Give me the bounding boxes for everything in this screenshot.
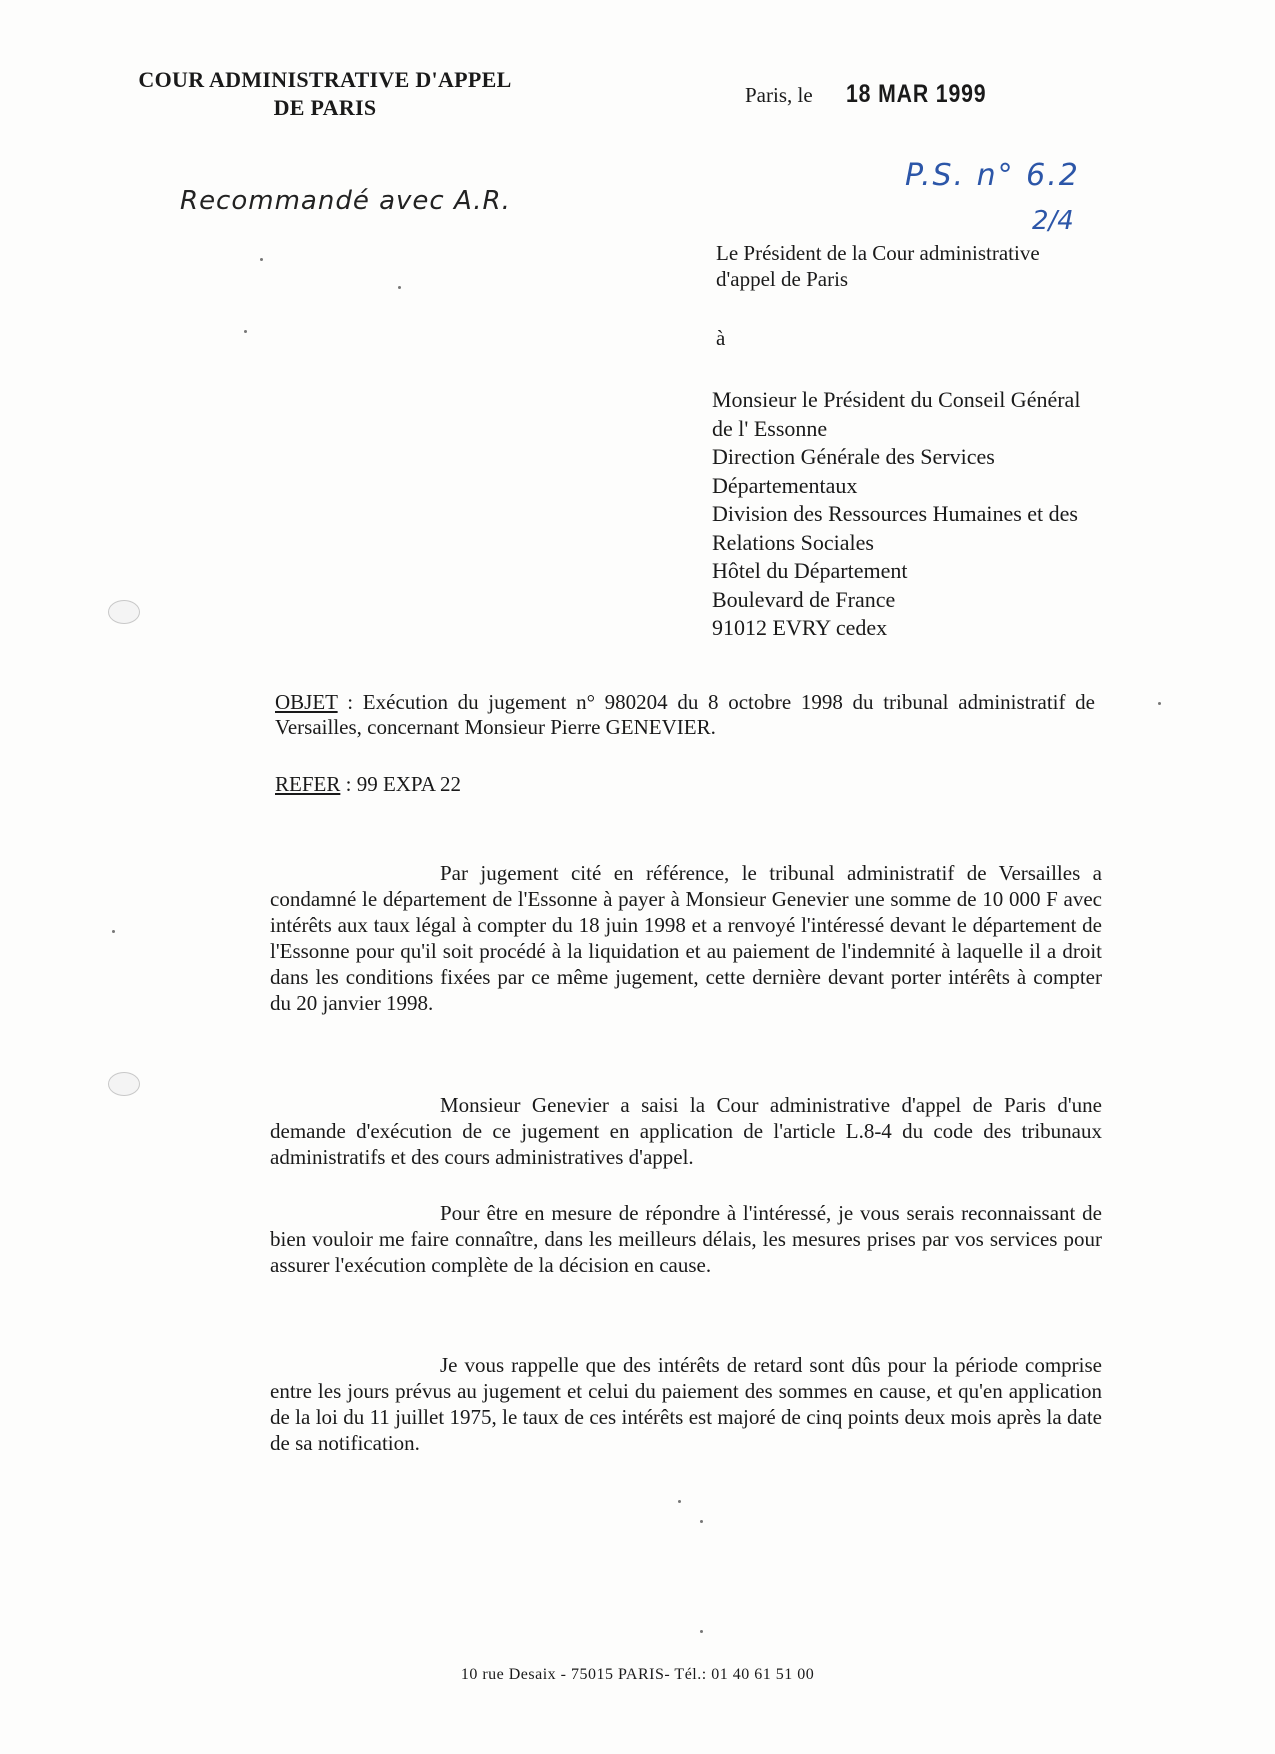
scan-speck bbox=[700, 1630, 703, 1633]
court-name-line: DE PARIS bbox=[273, 95, 377, 120]
punch-hole bbox=[108, 600, 140, 624]
scan-speck bbox=[398, 286, 401, 289]
scan-speck bbox=[700, 1520, 703, 1523]
scan-speck bbox=[112, 930, 115, 933]
footer-address: 10 rue Desaix - 75015 PARIS- Tél.: 01 40 61 51 00 bbox=[460, 1666, 815, 1683]
handwritten-reference-note: P.S. n° 6.2 bbox=[905, 158, 1080, 193]
recipient-line: Relations Sociales bbox=[712, 529, 874, 555]
recipient-line: Boulevard de France bbox=[712, 586, 896, 612]
court-name bbox=[105, 66, 545, 122]
subject-line bbox=[275, 690, 1095, 740]
recipient-line: Monsieur le Président du Conseil Général bbox=[712, 387, 1081, 412]
scan-speck bbox=[1158, 702, 1161, 705]
recipient-line: Hôtel du Département bbox=[712, 558, 908, 583]
recipient-line: Division des Ressources Humaines et des bbox=[712, 501, 1078, 526]
subject-label: OBJET bbox=[275, 690, 338, 714]
scan-speck bbox=[244, 330, 247, 333]
handwritten-page-number: 2/4 bbox=[1032, 206, 1074, 236]
body-paragraph: Je vous rappelle que des intérêts de retard sont dûs pour la période comprise entre les jours prévus au jugement et celui du paiement des sommes en cause, et qu'en application de la loi du 11 juillet 1975, le taux de ces intérêts est majoré de cinq points deux mois après la date de sa notification. bbox=[270, 1353, 1102, 1455]
handwritten-registered-mail-note: Recommandé avec A.R. bbox=[180, 186, 511, 216]
date-stamp: 18 MAR 1999 bbox=[845, 80, 987, 108]
reference-text: : 99 EXPA 22 bbox=[340, 772, 461, 796]
sender-line: Le Président de la Cour administrative bbox=[716, 241, 1040, 265]
scan-speck bbox=[260, 258, 263, 261]
reference-label: REFER bbox=[275, 772, 341, 796]
court-name-line: COUR ADMINISTRATIVE D'APPEL bbox=[138, 67, 512, 92]
body-paragraph: Monsieur Genevier a saisi la Cour administrative d'appel de Paris d'une demande d'exécution de ce jugement en application de l'article L.8-4 du code des tribunaux administratifs et des cours administratives d'appel. bbox=[270, 1093, 1102, 1169]
recipient-line: 91012 EVRY cedex bbox=[712, 615, 888, 640]
date-line bbox=[745, 80, 1011, 109]
recipient-line: de l' Essonne bbox=[712, 415, 828, 441]
punch-hole bbox=[108, 1072, 140, 1096]
sender-block bbox=[716, 240, 1040, 292]
recipient-address bbox=[712, 386, 1080, 643]
reference-line bbox=[275, 772, 461, 797]
sender-line: d'appel de Paris bbox=[716, 267, 849, 291]
body-paragraph: Par jugement cité en référence, le tribunal administratif de Versailles a condamné le département de l'Essonne à payer à Monsieur Genevier une somme de 10 000 F avec intérêts aux taux légal à compter du 18 juin 1998 et a renvoyé l'intéressé devant le département de l'Essonne pour qu'il soit procédé à la liquidation et au paiement de l'indemnité à laquelle il a droit dans les conditions fixées par ce même jugement, cette dernière devant porter intérêts à compter du 20 janvier 1998. bbox=[270, 861, 1102, 1015]
place-prefix: Paris, le bbox=[745, 83, 813, 107]
addressed-to: à bbox=[716, 326, 726, 350]
recipient-line: Départementaux bbox=[712, 472, 858, 498]
recipient-line: Direction Générale des Services bbox=[712, 444, 995, 469]
subject-text: : Exécution du jugement n° 980204 du 8 octobre 1998 du tribunal administratif de Versailles, concernant Monsieur Pierre GENEVIER. bbox=[275, 690, 1095, 739]
body-paragraph: Pour être en mesure de répondre à l'intéressé, je vous serais reconnaissant de bien vouloir me faire connaître, dans les meilleurs délais, les mesures prises par vos services pour assurer l'exécution complète de la décision en cause. bbox=[270, 1201, 1102, 1277]
scan-speck bbox=[678, 1500, 681, 1503]
